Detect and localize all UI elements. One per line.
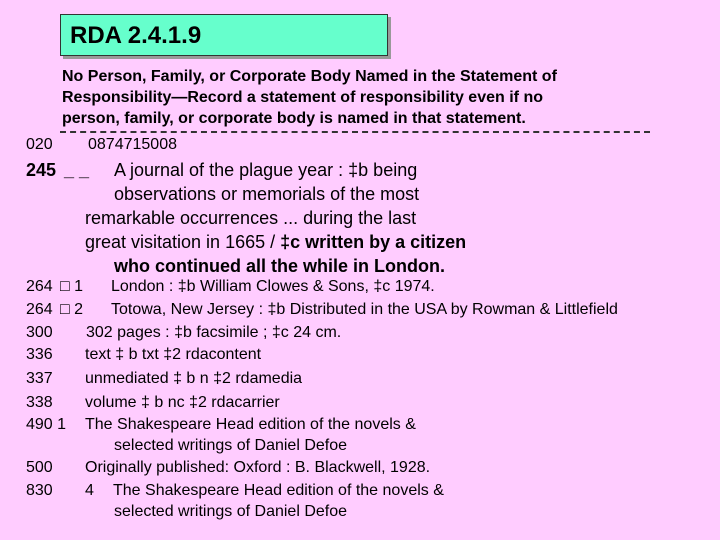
field-490-tag: 490 1 — [26, 416, 67, 433]
field-245-line-4 — [85, 232, 466, 253]
field-337-value: unmediated ‡ b n ‡2 rdamedia — [85, 370, 303, 387]
field-490-line-2: selected writings of Daniel Defoe — [114, 437, 348, 454]
field-830-tag: 830 — [26, 482, 53, 499]
field-264-1-value: London : ‡b William Clowes & Sons, ‡c 1974. — [111, 278, 435, 295]
field-500-tag: 500 — [26, 459, 53, 476]
field-300-tag: 300 — [26, 324, 53, 341]
field-264-2-tag: 264 — [26, 301, 53, 318]
field-336-tag: 336 — [26, 346, 53, 363]
field-300-value: 302 pages : ‡b facsimile ; ‡c 24 cm. — [86, 324, 342, 341]
field-337-tag: 337 — [26, 370, 53, 387]
field-245-line-3: remarkable occurrences ... during the last — [85, 208, 417, 228]
slide-title: RDA 2.4.1.9 — [70, 22, 202, 49]
field-336-value: text ‡ b txt ‡2 rdacontent — [85, 346, 262, 363]
field-245-indicators: _ _ — [64, 160, 90, 180]
field-020-value: 0874715008 — [88, 136, 177, 153]
rule-statement — [62, 66, 662, 129]
field-830-line-1: The Shakespeare Head edition of the novels & — [113, 482, 444, 499]
dashed-divider — [60, 131, 650, 133]
field-245-line-4-bold: ‡c written by a citizen — [280, 232, 467, 252]
rule-line-1: No Person, Family, or Corporate Body Named in the Statement of — [62, 68, 557, 85]
field-830-line-2: selected writings of Daniel Defoe — [114, 503, 348, 520]
field-245-line-1: A journal of the plague year : ‡b being — [114, 160, 418, 180]
rule-line-3: person, family, or corporate body is named in that statement. — [62, 110, 526, 127]
field-490-line-1: The Shakespeare Head edition of the novels & — [85, 416, 416, 433]
field-264-2-value: Totowa, New Jersey : ‡b Distributed in the USA by Rowman & Littlefield — [111, 301, 618, 318]
field-245-tag: 245 — [26, 160, 57, 180]
field-020-tag: 020 — [26, 136, 53, 153]
rule-line-2: Responsibility—Record a statement of responsibility even if no — [62, 89, 543, 106]
field-338-tag: 338 — [26, 394, 53, 411]
field-830-indicator: 4 — [85, 482, 94, 499]
field-264-2-indicators: □ 2 — [60, 301, 84, 318]
field-264-1-indicators: □ 1 — [60, 278, 84, 295]
field-338-value: volume ‡ b nc ‡2 rdacarrier — [85, 394, 280, 411]
field-245-line-5: who continued all the while in London. — [114, 256, 445, 276]
field-245-line-4-plain: great visitation in 1665 / — [85, 232, 281, 252]
field-264-1-tag: 264 — [26, 278, 53, 295]
field-500-value: Originally published: Oxford : B. Blackwell, 1928. — [85, 459, 431, 476]
field-245-line-2: observations or memorials of the most — [114, 184, 420, 204]
title-box — [60, 14, 388, 56]
